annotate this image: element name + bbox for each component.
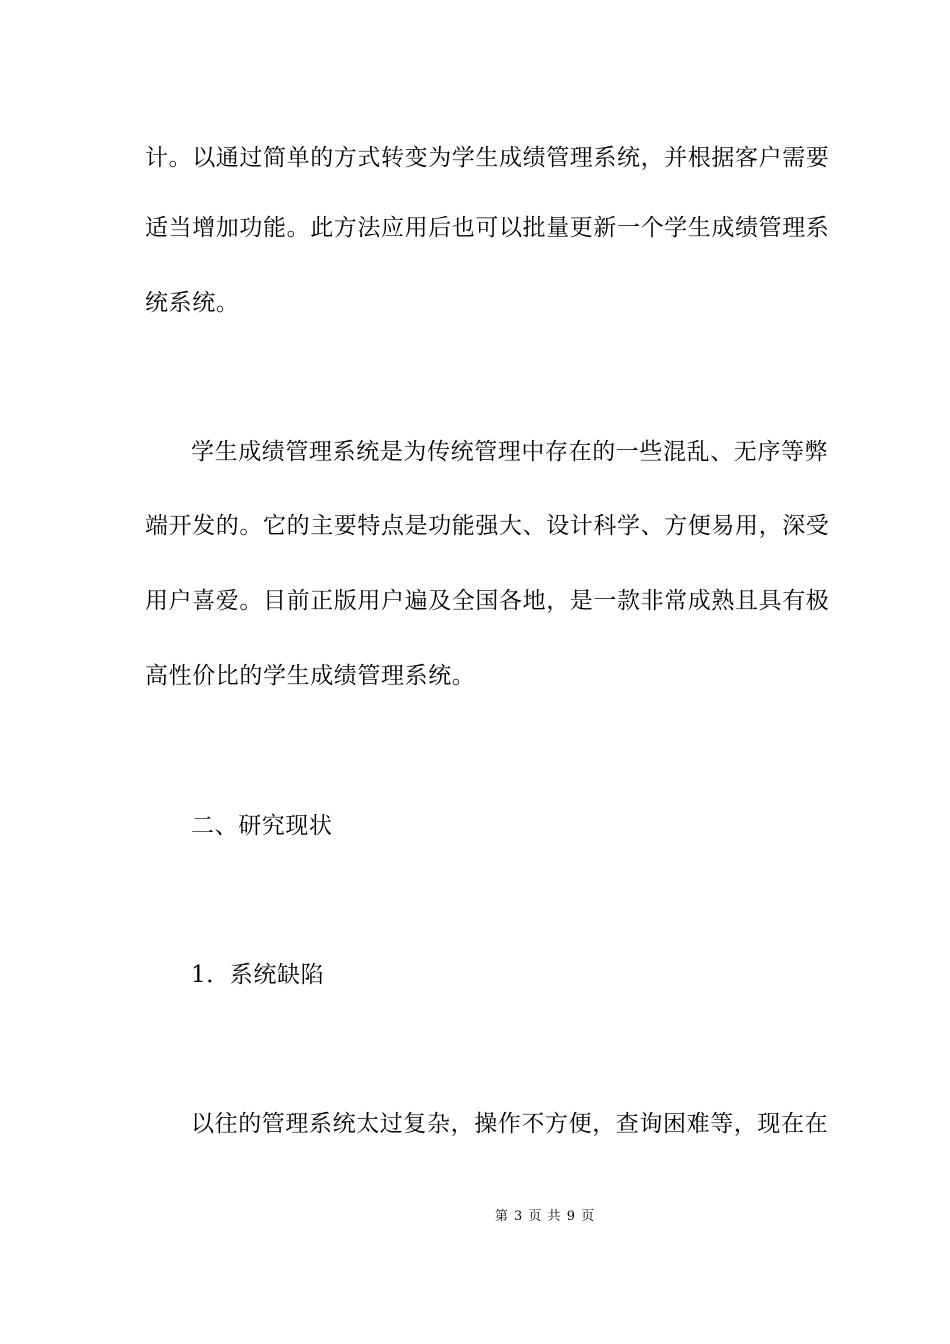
paragraph-3-line-1: 以往的管理系统太过复杂，操作不方便，查询困难等，现在在 xyxy=(191,1111,829,1137)
paragraph-2-line-4: 高性价比的学生成绩管理系统。 xyxy=(145,663,476,689)
subsection-heading: 1．系统缺陷 xyxy=(191,962,325,988)
paragraph-2-line-2: 端开发的。它的主要特点是功能强大、设计科学、方便易用，深受 xyxy=(145,513,830,539)
paragraph-2-line-3: 用户喜爱。目前正版用户遍及全国各地，是一款非常成熟且具有极 xyxy=(145,588,830,614)
paragraph-1-line-1: 计。以通过简单的方式转变为学生成绩管理系统，并根据客户需要 xyxy=(145,145,830,171)
paragraph-1-line-2: 适当增加功能。此方法应用后也可以批量更新一个学生成绩管理系 xyxy=(145,215,830,241)
page-number-footer: 第 3 页 共 9 页 xyxy=(494,1209,596,1224)
section-heading: 二、研究现状 xyxy=(191,813,333,839)
paragraph-2-line-1: 学生成绩管理系统是为传统管理中存在的一些混乱、无序等弊 xyxy=(191,439,829,465)
paragraph-1-line-3: 统系统。 xyxy=(145,290,240,316)
